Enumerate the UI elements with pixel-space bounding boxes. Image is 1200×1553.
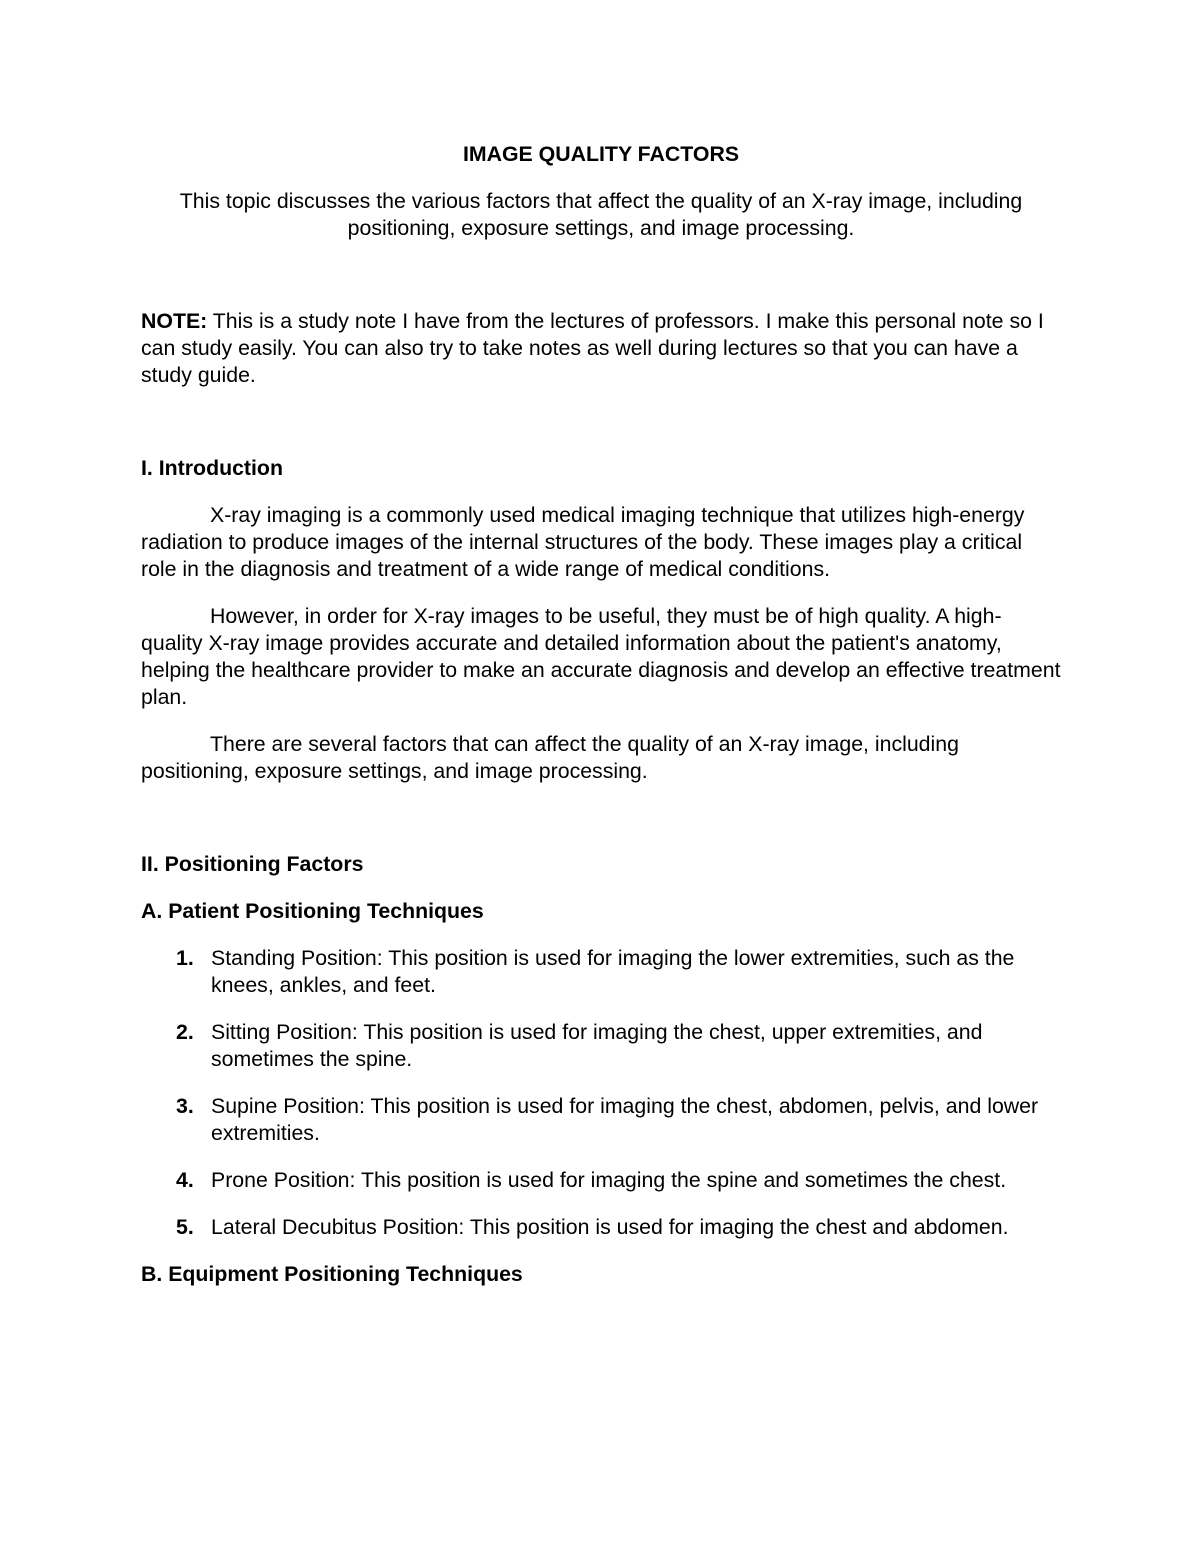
study-note [141,308,1061,389]
patient-positioning-list [141,945,1061,1241]
list-item-text: Supine Position: This position is used for imaging the chest, abdomen, pelvis, and lower extremities. [211,1094,1039,1145]
note-label: NOTE: [141,309,208,333]
subheading-patient-positioning: A. Patient Positioning Techniques [141,899,484,923]
intro-paragraph-2: However, in order for X-ray images to be useful, they must be of high quality. A high-quality X-ray image provides accurate and detailed information about the patient's anatomy, helping the healthcare provider to make an accurate diagnosis and develop an effective treatment plan. [141,604,1061,709]
list-item [141,1093,1061,1147]
list-item-text: Standing Position: This position is used for imaging the lower extremities, such as the knees, ankles, and feet. [211,946,1015,997]
document-subtitle: This topic discusses the various factors that affect the quality of an X-ray image, including positioning, exposure settings, and image processing. [179,189,1023,240]
list-item [141,1019,1061,1073]
note-text: This is a study note I have from the lectures of professors. I make this personal note so I can study easily. You can also try to take notes as well during lectures so that you can have a study guide. [141,309,1044,387]
intro-paragraph-1: X-ray imaging is a commonly used medical imaging technique that utilizes high-energy radiation to produce images of the internal structures of the body. These images play a critical role in the diagnosis and treatment of a wide range of medical conditions. [141,503,1025,581]
list-item-number: 2. [176,1020,194,1044]
list-item [141,1167,1061,1194]
list-item-number: 5. [176,1215,194,1239]
document-content [141,141,1061,1288]
list-item-number: 4. [176,1168,194,1192]
list-item [141,1214,1061,1241]
list-item-text: Sitting Position: This position is used for imaging the chest, upper extremities, and sometimes the spine. [211,1020,983,1071]
list-item-number: 1. [176,946,194,970]
document-title: IMAGE QUALITY FACTORS [462,142,740,166]
list-item-text: Lateral Decubitus Position: This position is used for imaging the chest and abdomen. [211,1215,1009,1239]
intro-paragraph-3: There are several factors that can affect the quality of an X-ray image, including positioning, exposure settings, and image processing. [141,732,959,783]
subheading-equipment-positioning: B. Equipment Positioning Techniques [141,1262,523,1286]
section-heading-introduction: I. Introduction [141,456,283,480]
list-item [141,945,1061,999]
list-item-number: 3. [176,1094,194,1118]
list-item-text: Prone Position: This position is used for imaging the spine and sometimes the chest. [211,1168,1007,1192]
section-heading-positioning: II. Positioning Factors [141,852,364,876]
